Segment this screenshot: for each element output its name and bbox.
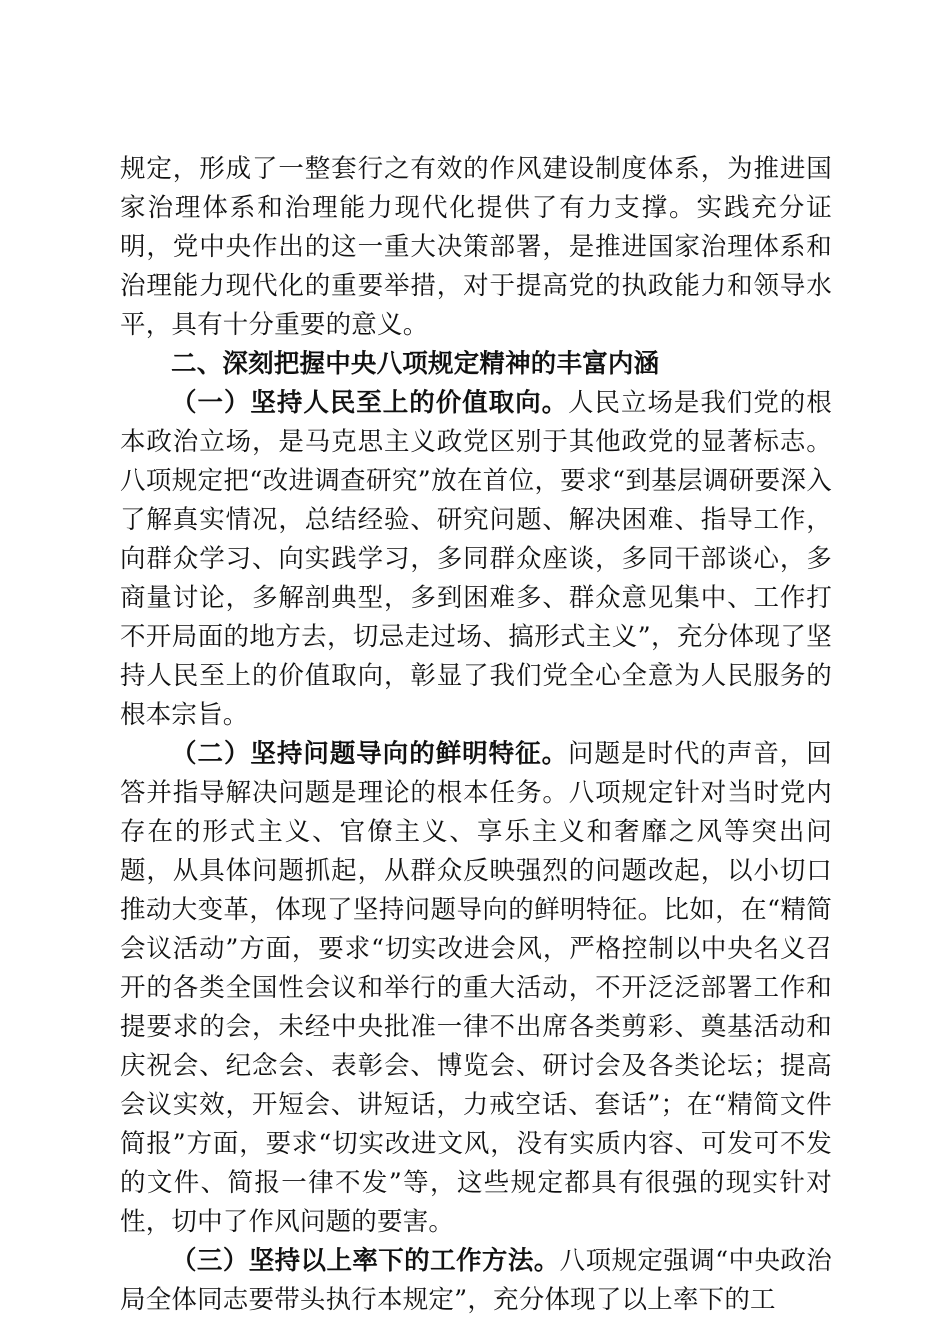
paragraph-item-1: [120, 384, 832, 735]
paragraph-lead: （一）坚持人民至上的价值取向。: [171, 388, 569, 418]
paragraph-body: 人民立场是我们党的根本政治立场，是马克思主义政党区别于其他政党的显著标志。八项规定把“改进调查研究”放在首位，要求“到基层调研要深入了解真实情况，总结经验、研究问题、解决困难、指导工作，向群众学习、向实践学习，多同群众座谈，多同干部谈心，多商量讨论，多解剖典型，多到困难多、群众意见集中、工作打不开局面的地方去，切忌走过场、搞形式主义”，充分体现了坚持人民至上的价值取向，彰显了我们党全心全意为人民服务的根本宗旨。: [120, 388, 832, 730]
section-heading: 二、深刻把握中央八项规定精神的丰富内涵: [171, 349, 660, 379]
paragraph-lead: （三）坚持以上率下的工作方法。: [171, 1246, 560, 1276]
paragraph-item-3: [120, 1242, 832, 1320]
paragraph-continuation: 规定，形成了一整套行之有效的作风建设制度体系，为推进国家治理体系和治理能力现代化提供了有力支撑。实践充分证明，党中央作出的这一重大决策部署，是推进国家治理体系和治理能力现代化的重要举措，对于提高党的执政能力和领导水平，具有十分重要的意义。: [120, 154, 832, 340]
paragraph-lead: （二）坚持问题导向的鲜明特征。: [171, 739, 569, 769]
paragraph-body: 问题是时代的声音，回答并指导解决问题是理论的根本任务。八项规定针对当时党内存在的形式主义、官僚主义、享乐主义和奢靡之风等突出问题，从具体问题抓起，从群众反映强烈的问题改起，以小切口推动大变革，体现了坚持问题导向的鲜明特征。比如，在“精简会议活动”方面，要求“切实改进会风，严格控制以中央名义召开的各类全国性会议和举行的重大活动，不开泛泛部署工作和提要求的会，未经中央批准一律不出席各类剪彩、奠基活动和庆祝会、纪念会、表彰会、博览会、研讨会及各类论坛；提高会议实效，开短会、讲短话，力戒空话、套话”；在“精简文件简报”方面，要求“切实改进文风，没有实质内容、可发可不发的文件、简报一律不发”等，这些规定都具有很强的现实针对性，切中了作风问题的要害。: [120, 739, 832, 1237]
paragraph-body: 八项规定强调“中央政治局全体同志要带头执行本规定”，充分体现了以上率下的工: [120, 1246, 832, 1315]
document-page: [120, 150, 832, 1320]
paragraph-item-2: [120, 735, 832, 1242]
